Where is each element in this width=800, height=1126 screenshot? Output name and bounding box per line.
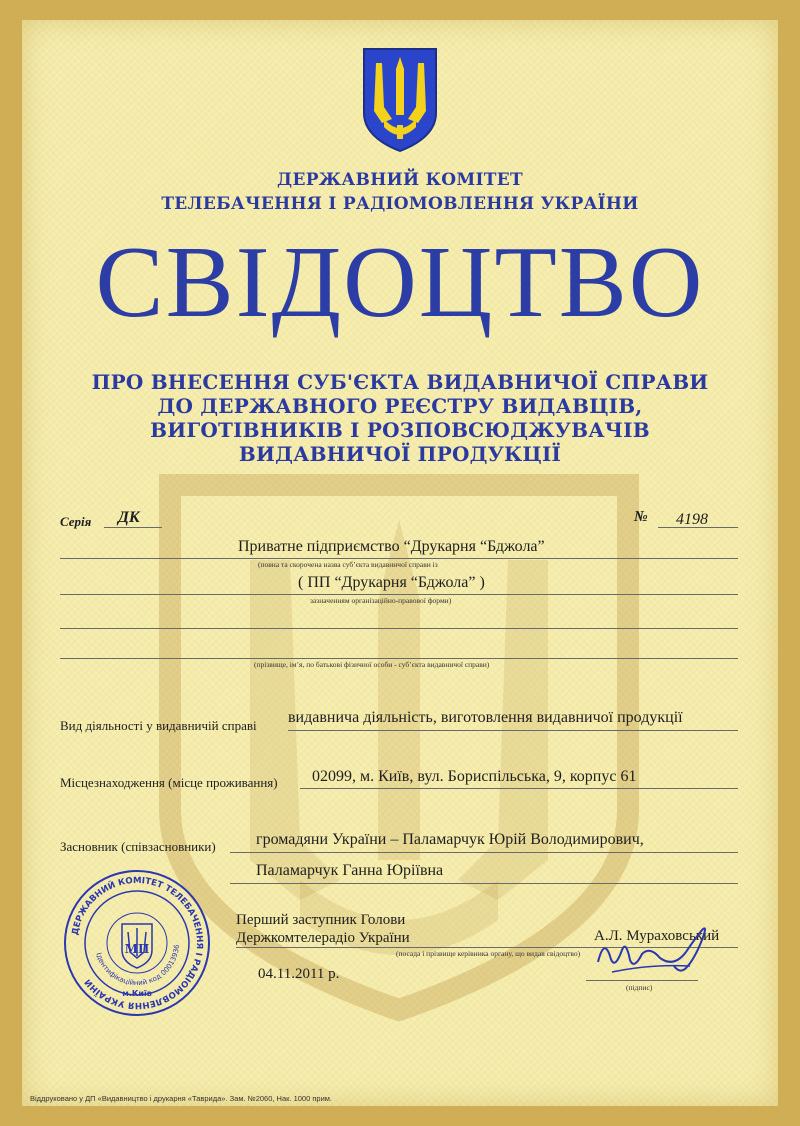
signatory-position-line-1: Перший заступник Голови xyxy=(236,912,406,928)
founders-label: Засновник (співзасновники) xyxy=(60,839,216,854)
subtitle-line-4: ВИДАВНИЧОЇ ПРОДУКЦІЇ xyxy=(238,442,562,466)
entity-rule-3 xyxy=(60,628,738,629)
svg-text:МП: МП xyxy=(124,942,150,956)
svg-text:м.Київ: м.Київ xyxy=(122,989,152,998)
number-label: № xyxy=(634,509,648,525)
svg-text:Ідентифікаційний код 00013936: Ідентифікаційний код 00013936 xyxy=(94,944,182,988)
entity-short-name-caption: зазначенням організаційно-правової форми) xyxy=(310,596,452,605)
certificate-subtitle xyxy=(0,370,800,466)
issuing-agency xyxy=(0,168,800,216)
entity-rule-1 xyxy=(60,558,738,559)
number-value: 4198 xyxy=(676,511,708,528)
location-label: Місцезнаходження (місце проживання) xyxy=(60,775,278,790)
signature-caption: (підпис) xyxy=(626,983,653,992)
certificate-title: СВІДОЦТВО xyxy=(95,226,705,339)
agency-line-1: ДЕРЖАВНИЙ КОМІТЕТ xyxy=(277,170,523,190)
founders-rule-1 xyxy=(230,852,738,853)
location-value: 02099, м. Київ, вул. Бориспільська, 9, корпус 61 xyxy=(312,768,637,785)
svg-text:ДЕРЖАВНИЙ КОМІТЕТ ТЕЛЕБАЧЕННЯ: ДЕРЖАВНИЙ КОМІТЕТ ТЕЛЕБАЧЕННЯ І РАДІОМОВЛЕННЯ УКРАЇНИ xyxy=(70,875,205,1011)
location-rule xyxy=(300,788,738,789)
activity-rule xyxy=(288,730,738,731)
handwritten-signature xyxy=(590,910,730,990)
entity-rule-2 xyxy=(60,594,738,595)
entity-short-name: ( ПП “Друкарня “Бджола” ) xyxy=(298,574,485,591)
activity-value: видавнича діяльність, виготовлення видавничої продукції xyxy=(288,709,683,726)
subtitle-line-3: ВИГОТІВНИКІВ І РОЗПОВСЮДЖУВАЧІВ xyxy=(150,418,650,442)
signatory-position-line-2: Держкомтелерадіо України xyxy=(236,930,410,946)
official-stamp xyxy=(62,868,212,1018)
signatory-position-caption: (посада і прізвище керівника органу, що видав свідоцтво) xyxy=(396,949,581,958)
printer-footer: Віддруковано у ДП «Видавництво і друкарня «Таврида». Зам. №2060, Нак. 1000 прим. xyxy=(30,1094,333,1103)
entity-full-name: Приватне підприємство “Друкарня “Бджола” xyxy=(238,538,545,555)
subtitle-line-1: ПРО ВНЕСЕННЯ СУБ'ЄКТА ВИДАВНИЧОЇ СПРАВИ xyxy=(91,370,709,394)
number-rule xyxy=(658,527,738,528)
subtitle-line-2: ДО ДЕРЖАВНОГО РЕЄСТРУ ВИДАВЦІВ, xyxy=(157,394,643,418)
series-value: ДК xyxy=(118,509,140,526)
founders-line-2: Паламарчук Ганна Юріївна xyxy=(256,862,444,879)
issue-date: 04.11.2011 р. xyxy=(258,966,340,982)
series-rule xyxy=(104,527,162,528)
agency-line-2: ТЕЛЕБАЧЕННЯ І РАДІОМОВЛЕННЯ УКРАЇНИ xyxy=(161,194,639,214)
founders-line-1: громадяни України – Паламарчук Юрій Володимирович, xyxy=(256,831,644,848)
founders-rule-2 xyxy=(230,883,738,884)
entity-rule-4 xyxy=(60,658,738,659)
signatory-name: А.Л. Мураховський xyxy=(594,928,720,944)
activity-label: Вид діяльності у видавничій справі xyxy=(60,718,257,733)
person-caption: (прізвище, ім’я, по батькові фізичної особи - суб’єкта видавничої справи) xyxy=(254,660,490,669)
trident-coat-of-arms-icon xyxy=(360,45,440,155)
series-label: Серія xyxy=(60,514,92,529)
entity-full-name-caption: (повна та скорочена назва суб’єкта видавничої справи із xyxy=(258,560,438,569)
